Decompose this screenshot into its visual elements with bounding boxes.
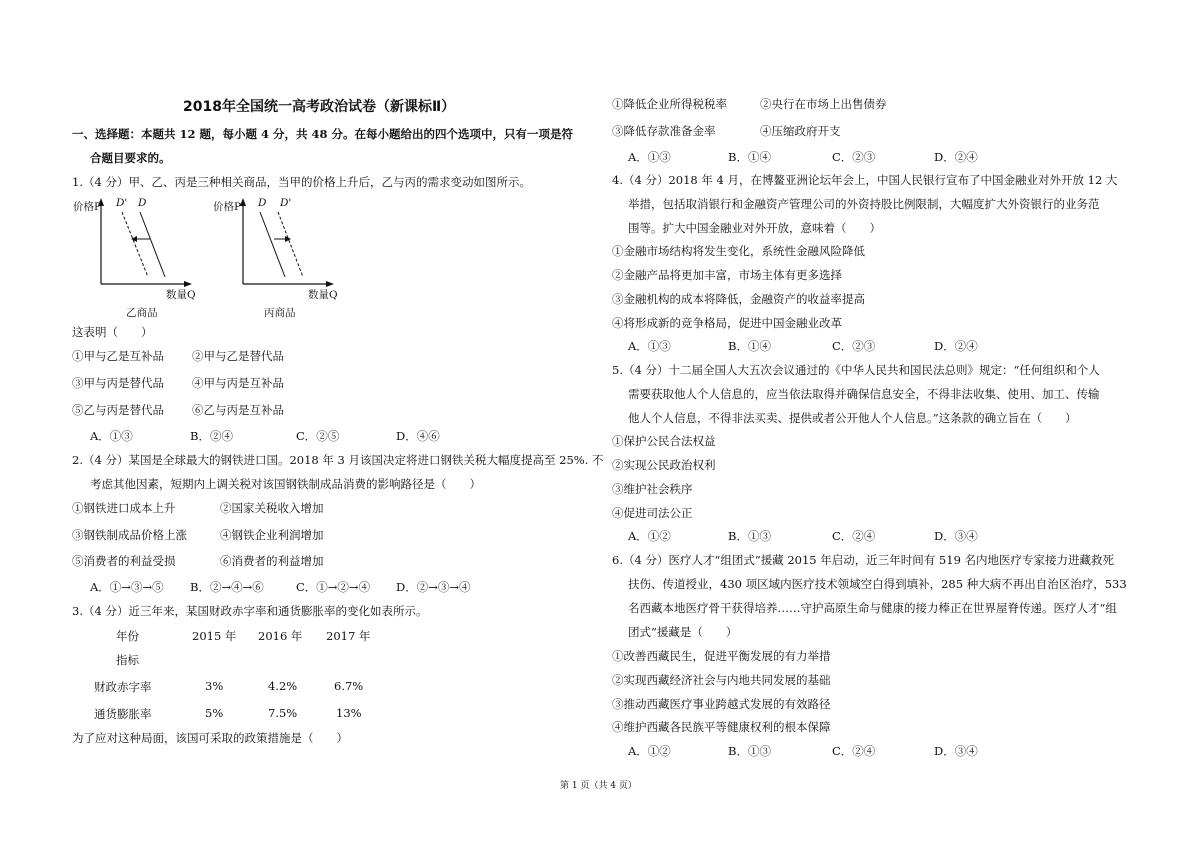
q5-stem-line3: 他人个人信息，不得非法买卖、提供或者公开他人个人信息。”这条款的确立旨在（ ） [628,411,1077,425]
q6-statement-4: ④维护西藏各民族平等健康权利的根本保障 [612,720,831,734]
q6-stem-line1: 6.（4 分）医疗人才“组团式”援藏 2015 年启动，近三年时间有 519 名内地医疗专家接力进藏救死 [612,553,1115,567]
q2-statement-1: ①钢铁进口成本上升 [72,501,176,515]
q6-statement-2: ②实现西藏经济社会与内地共同发展的基础 [612,673,831,687]
q5-statement-1: ①保护公民合法权益 [612,434,716,448]
q4-option-d[interactable]: D．②④ [934,339,978,353]
q6-option-b[interactable]: B．①③ [728,744,771,758]
q2-option-b[interactable]: B．②→④→⑥ [190,580,264,594]
q3-option-c[interactable]: C．②③ [832,150,876,164]
q5-option-b[interactable]: B．①③ [728,529,771,543]
q6-stem-line3: 名西藏本地医疗骨干获得培养……守护高原生命与健康的接力棒正在世界屋脊传递。医疗人才“组 [628,601,1117,615]
q1-left-caption: 乙商品 [126,307,158,319]
q4-statement-4: ④将形成新的竞争格局，促进中国金融业改革 [612,316,842,330]
q4-option-b[interactable]: B．①④ [728,339,771,353]
q6-option-c[interactable]: C．②④ [832,744,876,758]
section-heading-line2: 合题目要求的。 [90,151,171,165]
q2-statement-3: ③钢铁制成品价格上涨 [72,528,187,542]
q6-statement-1: ①改善西藏民生，促进平衡发展的有力举措 [612,649,831,663]
q1-statement-4: ④甲与丙是互补品 [192,376,284,390]
q1-statement-3: ③甲与丙是替代品 [72,376,164,390]
q4-statement-3: ③金融机构的成本将降低，金融资产的收益率提高 [612,292,865,306]
q3-table-cell: 13% [336,706,362,720]
q6-stem-line4: 团式”援藏是（ ） [628,625,738,639]
q3-table-corner-indicator: 指标 [116,653,139,667]
q1-left-curve2: D [138,197,147,209]
q3-table-cell: 6.7% [334,679,364,693]
q4-option-a[interactable]: A．①③ [628,339,671,353]
q1-statement-6: ⑥乙与丙是互补品 [192,403,284,417]
q4-option-c[interactable]: C．②③ [832,339,876,353]
q5-option-a[interactable]: A．①② [628,529,671,543]
q3-option-d[interactable]: D．②④ [934,150,978,164]
q1-left-y-label: 价格P [73,201,102,213]
q1-option-a[interactable]: A．①③ [90,429,133,443]
q2-stem-line2: 考虑其他因素，短期内上调关税对该国钢铁制成品消费的影响路径是（ ） [90,477,481,491]
q2-stem-line1: 2.（4 分）某国是全球最大的钢铁进口国。2018 年 3 月该国决定将进口钢铁关税大幅度提高至 25%. 不 [72,453,604,467]
q3-statement-2: ②央行在市场上出售债券 [760,97,887,111]
q1-graph-left [73,197,196,319]
q1-statement-5: ⑤乙与丙是替代品 [72,403,164,417]
q6-stem-line2: 扶伤、传道授业，430 项区域内医疗技术领域空白得到填补，285 种大病不再出自治区治疗，533 [628,577,1127,591]
q3-table-cell: 7.5% [268,706,298,720]
q5-stem-line2: 需要获取他人个人信息的，应当依法取得并确保信息安全，不得非法收集、使用、加工、传输 [628,387,1100,401]
q3-statement-4: ④压缩政府开支 [760,124,841,138]
q1-demand-graphs [68,192,368,320]
q1-left-x-label: 数量Q [166,289,196,301]
q2-option-d[interactable]: D．②→③→④ [396,580,471,594]
q2-statement-6: ⑥消费者的利益增加 [220,554,324,568]
q1-prompt: 这表明（ ） [72,325,153,339]
q3-table-year: 2017 年 [326,629,371,643]
q4-statement-2: ②金融产品将更加丰富，市场主体有更多选择 [612,268,842,282]
q3-statement-3: ③降低存款准备金率 [612,124,716,138]
q3-table-year: 2015 年 [192,629,237,643]
q2-option-c[interactable]: C．①→②→④ [296,580,371,594]
q1-option-b[interactable]: B．②④ [190,429,233,443]
q2-option-a[interactable]: A．①→③→⑤ [90,580,164,594]
q3-table-year: 2016 年 [258,629,303,643]
q1-right-x-label: 数量Q [308,289,338,301]
q6-statement-3: ③推动西藏医疗事业跨越式发展的有效路径 [612,697,831,711]
q1-right-y-label: 价格P [213,201,242,213]
page-number-footer: 第 1 页（共 4 页） [560,781,637,791]
q1-statement-2: ②甲与乙是替代品 [192,349,284,363]
q1-statement-1: ①甲与乙是互补品 [72,349,164,363]
q1-right-curve2: D' [280,197,292,209]
q2-statement-4: ④钢铁企业利润增加 [220,528,324,542]
q1-graph-right [213,197,338,319]
q1-left-curve1: D' [116,197,128,209]
q6-option-d[interactable]: D．③④ [934,744,978,758]
q3-option-b[interactable]: B．①④ [728,150,771,164]
q2-statement-5: ⑤消费者的利益受损 [72,554,176,568]
q6-option-a[interactable]: A．①② [628,744,671,758]
q3-prompt: 为了应对这种局面，该国可采取的政策措施是（ ） [72,731,348,745]
q1-right-caption: 丙商品 [264,307,296,319]
q4-stem-line2: 举措，包括取消银行和金融资产管理公司的外资持股比例限制，大幅度扩大外资银行的业务范 [628,197,1100,211]
q3-table-corner-year: 年份 [116,629,139,643]
q1-option-c[interactable]: C．②⑤ [296,429,340,443]
q5-statement-2: ②实现公民政治权利 [612,458,716,472]
q3-table-cell: 3% [205,679,224,693]
q3-stem: 3.（4 分）近三年来，某国财政赤字率和通货膨胀率的变化如表所示。 [72,604,428,618]
q5-option-c[interactable]: C．②④ [832,529,876,543]
q3-statement-1: ①降低企业所得税税率 [612,97,727,111]
q1-right-curve1: D [258,197,267,209]
q3-table-row-label: 通货膨胀率 [94,707,152,721]
q1-option-d[interactable]: D．④⑥ [396,429,440,443]
q5-stem-line1: 5.（4 分）十二届全国人大五次会议通过的《中华人民共和国民法总则》规定：“任何组织和个人 [612,363,1100,377]
q3-option-a[interactable]: A．①③ [628,150,671,164]
q3-table-cell: 5% [205,706,224,720]
q1-stem: 1.（4 分）甲、乙、丙是三种相关商品，当甲的价格上升后，乙与丙的需求变动如图所示。 [72,175,531,189]
q4-statement-1: ①金融市场结构将发生变化，系统性金融风险降低 [612,244,865,258]
q4-stem-line3: 围等。扩大中国金融业对外开放，意味着（ ） [628,221,881,235]
q4-stem-line1: 4.（4 分）2018 年 4 月，在博鳌亚洲论坛年会上，中国人民银行宣布了中国金融业对外开放 12 大 [612,173,1118,187]
q3-table-cell: 4.2% [268,679,298,693]
section-heading-line1: 一、选择题：本题共 12 题，每小题 4 分，共 48 分。在每小题给出的四个选项中，只有一项是符 [72,127,574,141]
q5-statement-3: ③维护社会秩序 [612,482,693,496]
q3-table-row-label: 财政赤字率 [94,680,152,694]
q5-statement-4: ④促进司法公正 [612,506,693,520]
q5-option-d[interactable]: D．③④ [934,529,978,543]
q2-statement-2: ②国家关税收入增加 [220,501,324,515]
page-title: 2018年全国统一高考政治试卷（新课标Ⅱ） [183,99,456,115]
